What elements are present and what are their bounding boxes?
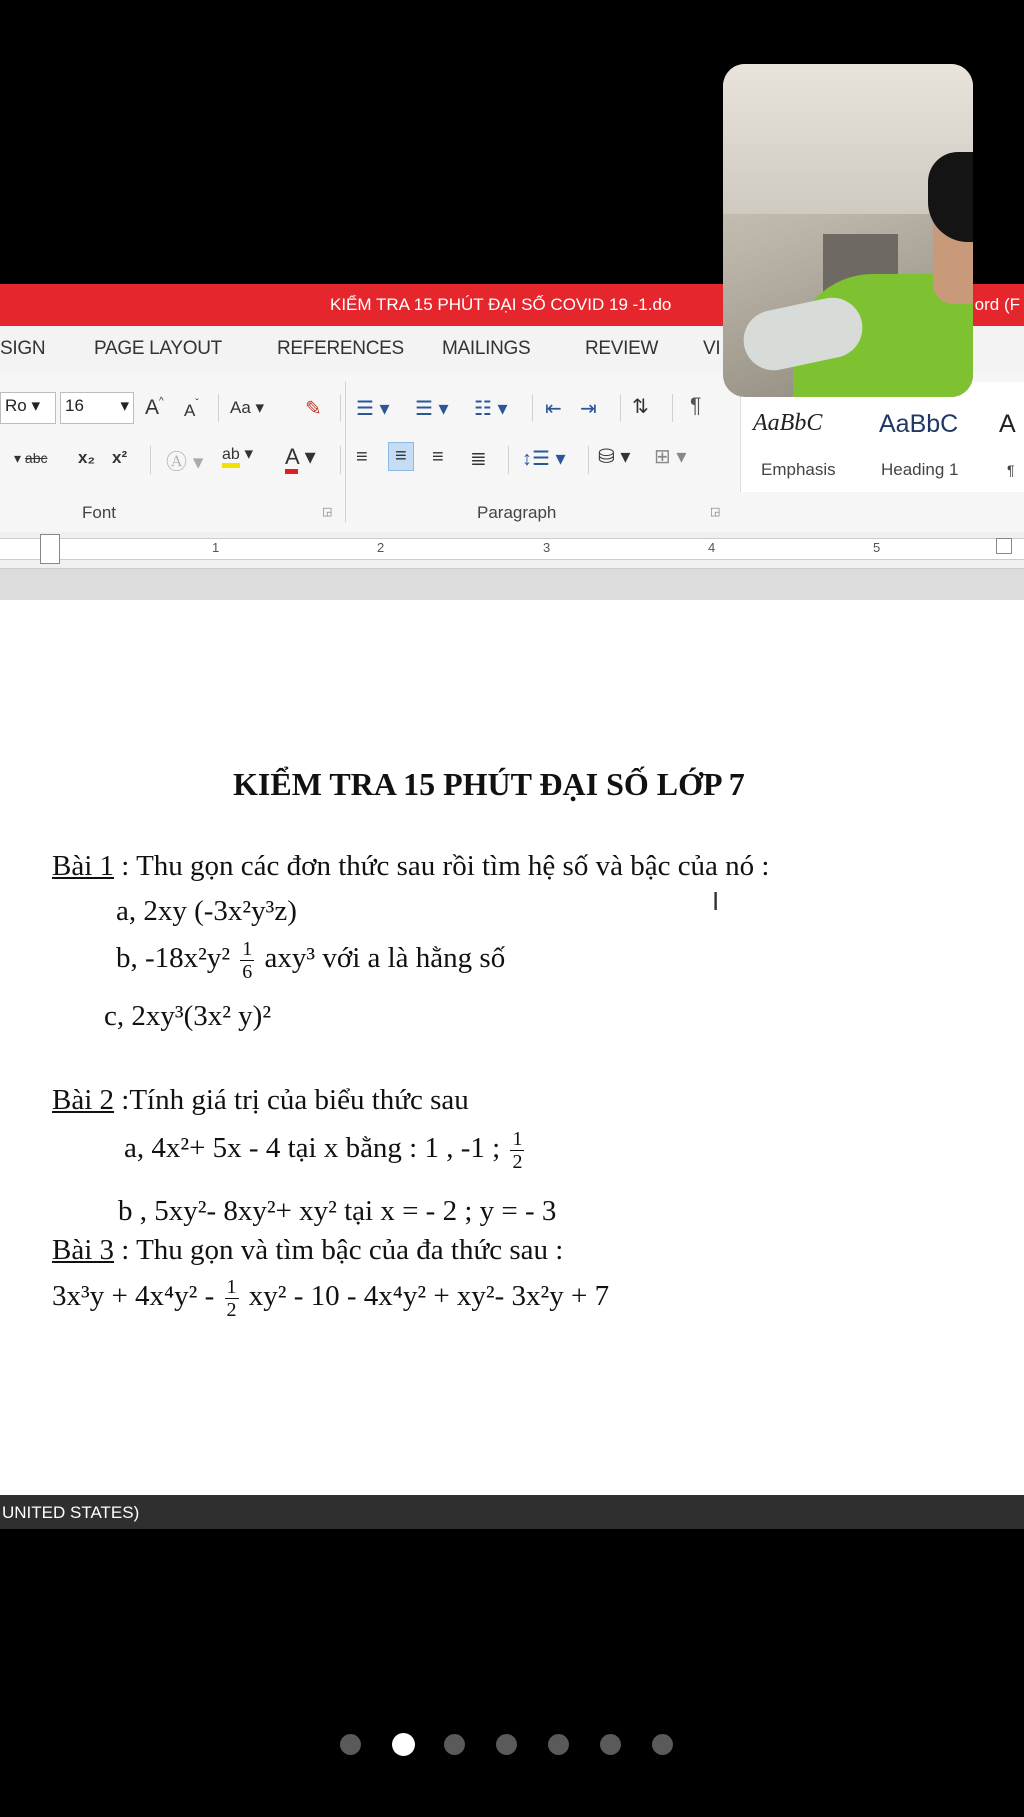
font-group-label: Font: [82, 503, 117, 522]
font-dialog-launcher-icon[interactable]: ◲: [322, 506, 333, 518]
page-dot[interactable]: [652, 1734, 673, 1755]
ruler-number: 5: [873, 540, 881, 555]
document-page[interactable]: [0, 600, 1024, 1495]
document-title: KIỂM TRA 15 PHÚT ĐẠI SỐ LỚP 7: [233, 766, 745, 802]
tab-mailings[interactable]: MAILINGS: [442, 338, 531, 359]
fraction-numerator: 1: [226, 1276, 237, 1298]
align-center-icon[interactable]: ≡: [388, 442, 414, 471]
style-preview-heading1[interactable]: AaBbC: [879, 410, 959, 438]
bai1-label: Bài 1: [52, 850, 115, 882]
bai2-heading: [52, 1084, 469, 1117]
page-dot[interactable]: [548, 1734, 569, 1755]
page-dot[interactable]: [340, 1734, 361, 1755]
increase-indent-icon[interactable]: ⇥: [580, 398, 597, 420]
line-spacing-icon[interactable]: ↕☰ ▾: [522, 448, 566, 470]
font-name-value: Ro: [5, 396, 27, 415]
bai3-expr-post: xy² - 10 - 4x⁴y² + xy²- 3x²y + 7: [248, 1280, 610, 1313]
bai3-label: Bài 3: [52, 1234, 115, 1266]
style-name-heading1[interactable]: Heading 1: [881, 460, 959, 479]
bai1-a: a, 2xy (-3x²y³z): [116, 895, 297, 927]
fraction: [240, 938, 254, 983]
fraction-denominator: 2: [226, 1299, 237, 1321]
fraction-numerator: 1: [512, 1128, 523, 1150]
superscript-button[interactable]: x²: [112, 448, 128, 467]
document-margin: [0, 569, 1024, 600]
paragraph-dialog-launcher-icon[interactable]: ◲: [710, 506, 721, 518]
font-name-box[interactable]: Ro ▾: [0, 392, 56, 424]
show-marks-icon[interactable]: ¶: [690, 394, 702, 417]
subscript-button[interactable]: x₂: [78, 448, 96, 467]
ruler-number: 1: [212, 540, 220, 555]
fraction: [510, 1128, 524, 1173]
highlight-button[interactable]: ab ▾: [222, 444, 253, 464]
numbering-icon[interactable]: ☰ ▾: [415, 398, 449, 420]
fraction-numerator: 1: [242, 938, 253, 960]
ruler-number: 4: [708, 540, 716, 555]
fraction: [225, 1276, 239, 1321]
webcam-overlay[interactable]: [723, 64, 973, 397]
bai1-b: [116, 938, 505, 983]
status-bar: [0, 1495, 1024, 1529]
borders-icon[interactable]: ⊞ ▾: [654, 446, 687, 468]
align-left-icon[interactable]: ≡: [356, 446, 368, 468]
align-right-icon[interactable]: ≡: [432, 446, 444, 468]
separator: [150, 446, 151, 474]
font-color-button[interactable]: A ▾: [285, 444, 316, 470]
separator: [620, 394, 621, 422]
ruler-number: 2: [377, 540, 385, 555]
bai1-b-post: axy³ với a là hằng số: [264, 942, 506, 975]
text-cursor-icon: I: [712, 886, 720, 916]
shrink-font-icon[interactable]: $A^ˇ$: [184, 398, 199, 420]
tab-view[interactable]: VI: [703, 338, 721, 359]
clear-formatting-icon[interactable]: ✎: [305, 398, 322, 420]
font-size-box[interactable]: 16 ▾: [60, 392, 134, 424]
language-status[interactable]: UNITED STATES): [2, 1503, 140, 1522]
separator: [532, 394, 533, 422]
separator: [340, 394, 341, 422]
bai2-text: :Tính giá trị của biểu thức sau: [114, 1084, 469, 1116]
multilevel-list-icon[interactable]: ☷ ▾: [474, 398, 508, 420]
grow-font-icon[interactable]: A^: [145, 396, 164, 419]
sort-icon[interactable]: ⇅: [632, 396, 649, 418]
tab-references[interactable]: REFERENCES: [277, 338, 404, 359]
separator: [672, 394, 673, 422]
styles-gallery: [740, 382, 1024, 492]
justify-icon[interactable]: ≣: [470, 448, 487, 470]
font-size-value: 16: [65, 396, 84, 415]
bai2-label: Bài 2: [52, 1084, 115, 1116]
page-dot[interactable]: [600, 1734, 621, 1755]
group-separator: [345, 382, 346, 522]
separator: [508, 446, 509, 474]
bai3-text: : Thu gọn và tìm bậc của đa thức sau :: [114, 1234, 564, 1266]
paragraph-group-label: Paragraph: [477, 503, 557, 522]
right-indent-marker[interactable]: [996, 538, 1012, 554]
fraction-denominator: 6: [242, 961, 253, 983]
window-title-suffix: ord (F: [974, 295, 1020, 314]
highlight-icon: ab: [222, 446, 240, 468]
style-preview-emphasis[interactable]: AaBbC: [753, 410, 823, 436]
font-color-icon: A: [285, 444, 298, 474]
bai3-expr-pre: 3x³y + 4x⁴y² -: [52, 1280, 215, 1313]
strikethrough-label: abc: [24, 450, 48, 466]
tab-review[interactable]: REVIEW: [585, 338, 659, 359]
bai2-a: [124, 1128, 527, 1173]
ruler-number: 3: [543, 540, 551, 555]
tab-page-layout[interactable]: PAGE LAYOUT: [94, 338, 222, 359]
bai2-b: b , 5xy²- 8xy²+ xy² tại x = - 2 ; y = - 3: [118, 1195, 557, 1227]
bai3-expression: [52, 1276, 609, 1321]
page-dot[interactable]: [496, 1734, 517, 1755]
bai1-heading: [52, 850, 770, 883]
fraction-denominator: 2: [512, 1151, 523, 1173]
bullets-icon[interactable]: ☰ ▾: [356, 398, 390, 420]
style-preview-normal[interactable]: A: [999, 410, 1016, 438]
change-case-button[interactable]: Aa ▾: [230, 398, 265, 417]
tab-design[interactable]: SIGN: [0, 338, 46, 359]
text-effects-icon[interactable]: Ⓐ ▾: [166, 451, 204, 474]
bai1-c: c, 2xy³(3x² y)²: [104, 1000, 272, 1032]
separator: [218, 394, 219, 422]
shading-icon[interactable]: ⛁ ▾: [598, 446, 631, 468]
page-indicator: [340, 1732, 680, 1756]
indent-marker[interactable]: [40, 534, 60, 564]
bai1-text: : Thu gọn các đơn thức sau rồi tìm hệ số và bậc của nó :: [114, 850, 770, 882]
change-case-label: Aa: [230, 398, 251, 417]
ruler-track: [0, 538, 1024, 560]
bai3-heading: [52, 1234, 563, 1267]
page-dot[interactable]: [444, 1734, 465, 1755]
page-dot-active[interactable]: [392, 1733, 415, 1756]
window-title: KIỂM TRA 15 PHÚT ĐẠI SỐ COVID 19 -1.do: [330, 295, 672, 314]
strikethrough-button[interactable]: ▾ abc: [14, 450, 48, 466]
bai2-a-pre: a, 4x²+ 5x - 4 tại x bằng : 1 , -1 ;: [124, 1132, 501, 1165]
bai1-b-pre: b, -18x²y²: [116, 942, 231, 975]
style-name-emphasis[interactable]: Emphasis: [761, 460, 836, 479]
separator: [340, 446, 341, 474]
separator: [588, 446, 589, 474]
decrease-indent-icon[interactable]: ⇤: [545, 398, 562, 420]
horizontal-ruler[interactable]: [0, 532, 1024, 569]
style-name-normal[interactable]: ¶: [1007, 462, 1015, 478]
